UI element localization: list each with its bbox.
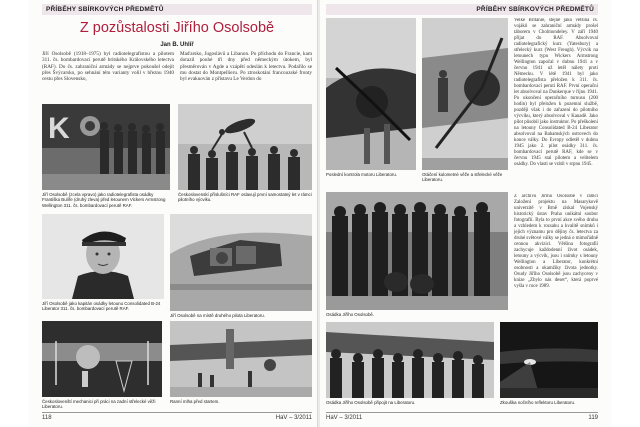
footer-rule-right: [326, 412, 598, 413]
caption-crew-ready: Osádka Jiřího Osolsobě připojit na Liberatoru.: [326, 400, 416, 405]
footer-rule: [42, 412, 312, 413]
caption-mechanics: Českoslovenští mechanici při práci na zadní střelecké věži Liberatoru.: [42, 399, 156, 410]
left-page: [28, 0, 318, 427]
right-page: [320, 0, 612, 427]
intro-column-1: Jiří Osolsobě (1918–1975) byl radiotelegrafistou a pilotem 311. čs. bombardovací perutě britského Královského letectva (RAF). Do čs. zahraniční armády se nejprve pokoušel odejít přes Švýcarsko, po sehnání této varianty volil v březnu 1940 cestu přes Slovensko,: [42, 51, 174, 83]
article-title: Z pozůstalosti Jiřího Osolsobě: [79, 20, 275, 36]
caption-engine-check: Poslední kontrola motoru Liberatoru.: [326, 172, 398, 177]
photo-morning-fog: [170, 321, 312, 397]
photo-crew-ready: [326, 322, 494, 398]
photo-celebration-toss: [178, 104, 312, 190]
caption-gun-turret: Otáčení kulometné věže a střelecké věže Liberatoru.: [422, 172, 503, 183]
body-text-column-2: Z archivu Jiřího Osolsobě v rámci Založení projektu na Masarykově univerzitě v Brně získal Vojenský historický ústav Praha unikátní soubor fotografií. Byla to první akce svého druhu a vzhledem k rozsahu a kvalitě snímků i jejich významu pro dějiny čs. letectva za druhé světové války se jedná o mimořádně cennou akvizici. Většina fotografií zachycuje každodenní život osádek, letouny a výcvik, jsou i snímky s letouny Wellington a Liberator, konkrétní osobnosti a okamžiky života jednotky. Osudy Jiřího Osolsobě jsou zachyceny v knize „Zbylo nás deset“, která poprvé vyšla v roce 1989.: [514, 194, 598, 289]
photo-crew-wellington: [42, 104, 170, 190]
caption-crew-wellington: Jiří Osolsobě (zcela vpravo) jako radiotelegrafista osádky Františka Bulíře (druhý zleva) před letounem Vickers Armstrong Wellington 311. čs. bombardovací perutě RAF.: [42, 192, 166, 208]
photo-crew-group: [326, 192, 508, 310]
section-header: PŘÍBĚHY SBÍRKOVÝCH PŘEDMĚTŮ: [42, 4, 312, 15]
footer-magazine-left: HaV – 3/2011: [275, 415, 312, 421]
photo-gun-turret: [422, 18, 508, 170]
page-number-left: 118: [42, 415, 52, 421]
caption-cockpit: Jiří Osolsobě na místě druhého pilota Liberatoru.: [170, 313, 265, 318]
article-author: Jan B. Uhlíř: [160, 42, 194, 48]
caption-morning-fog: Ranní mlha před startem.: [170, 399, 220, 404]
caption-portrait-captain: Jiří Osolsobě jako kapitán osádky letounu Consolidated B-24 Liberator 311. čs. bombardovací perutě RAF.: [42, 301, 161, 312]
svg-text:K: K: [48, 112, 70, 145]
photo-portrait-captain: [42, 214, 164, 299]
photo-searchlight-test: [500, 322, 598, 398]
caption-celebration-toss: Československí příslušníci RAF oslavují první samostatný let v rámci pilotního výcviku.: [178, 192, 312, 203]
magazine-spread: [28, 0, 612, 427]
intro-column-2: Maďarsko, Jugoslávii a Libanon. Po příchodu do Francie, kam dorazil pouhé tři dny před německým útokem, byl přesměrován v Agde a vzápětí odeslán k letectvu. Podařilo se mu dostat do Montpellieru. Po ztroskotání francouzské fronty byl evakuován z přístavu Le Verdon do: [180, 51, 312, 83]
caption-searchlight-test: Zkouška nočního reflektoru Liberatoru.: [500, 400, 576, 405]
body-text-column: Velké Británie, stejně jako většina čs. vojáků se zahraniční armády prošel táborem v Cholmondeley. V září 1940 přijat do RAF. Absolvoval radiotelegrafický kurz (Yatesbury) a střelecký kurz (West Freugh). Výcvik na letounech typu Wickers Armstrong Wellington započal v dubnu 1941 a v červnu 1941 už letěl nálety proti Německu. V létě 1941 byl jako radiotelegrafista přeložen k 311. čs. bombardovací peruti RAF. První operační let absolvoval na Dunkerque v říjnu 1941. Po ukončení operačního turnusu (200 hodin) byl přeložen k pozemní službě, později však i do zařazení do pilotního výcviku, který absolvoval v Kanadě. Jako pilot působil jako instruktor. Po přeškolení na letouny Consolidated B-24 Liberator absolvoval na Bahamských ostrovech do konce války. Do Evropy odletěl v dubnu 1945 jako 2. pilot osádky 311. čs. bombardovací perutě RAF, kde se v červnu 1945 stal pilotem a velitelem osádky. Do vlasti se vrátil v srpnu 1945.: [514, 18, 598, 167]
caption-crew-group: Osádka Jiřího Osolsobě.: [326, 312, 375, 317]
page-number-right: 119: [588, 415, 598, 421]
photo-cockpit: [170, 214, 312, 311]
photo-engine-check: [326, 18, 416, 170]
footer-magazine-right: HaV – 3/2011: [326, 415, 363, 421]
section-header-right: PŘÍBĚHY SBÍRKOVÝCH PŘEDMĚTŮ: [326, 4, 598, 15]
photo-mechanics-turret: [42, 321, 162, 397]
